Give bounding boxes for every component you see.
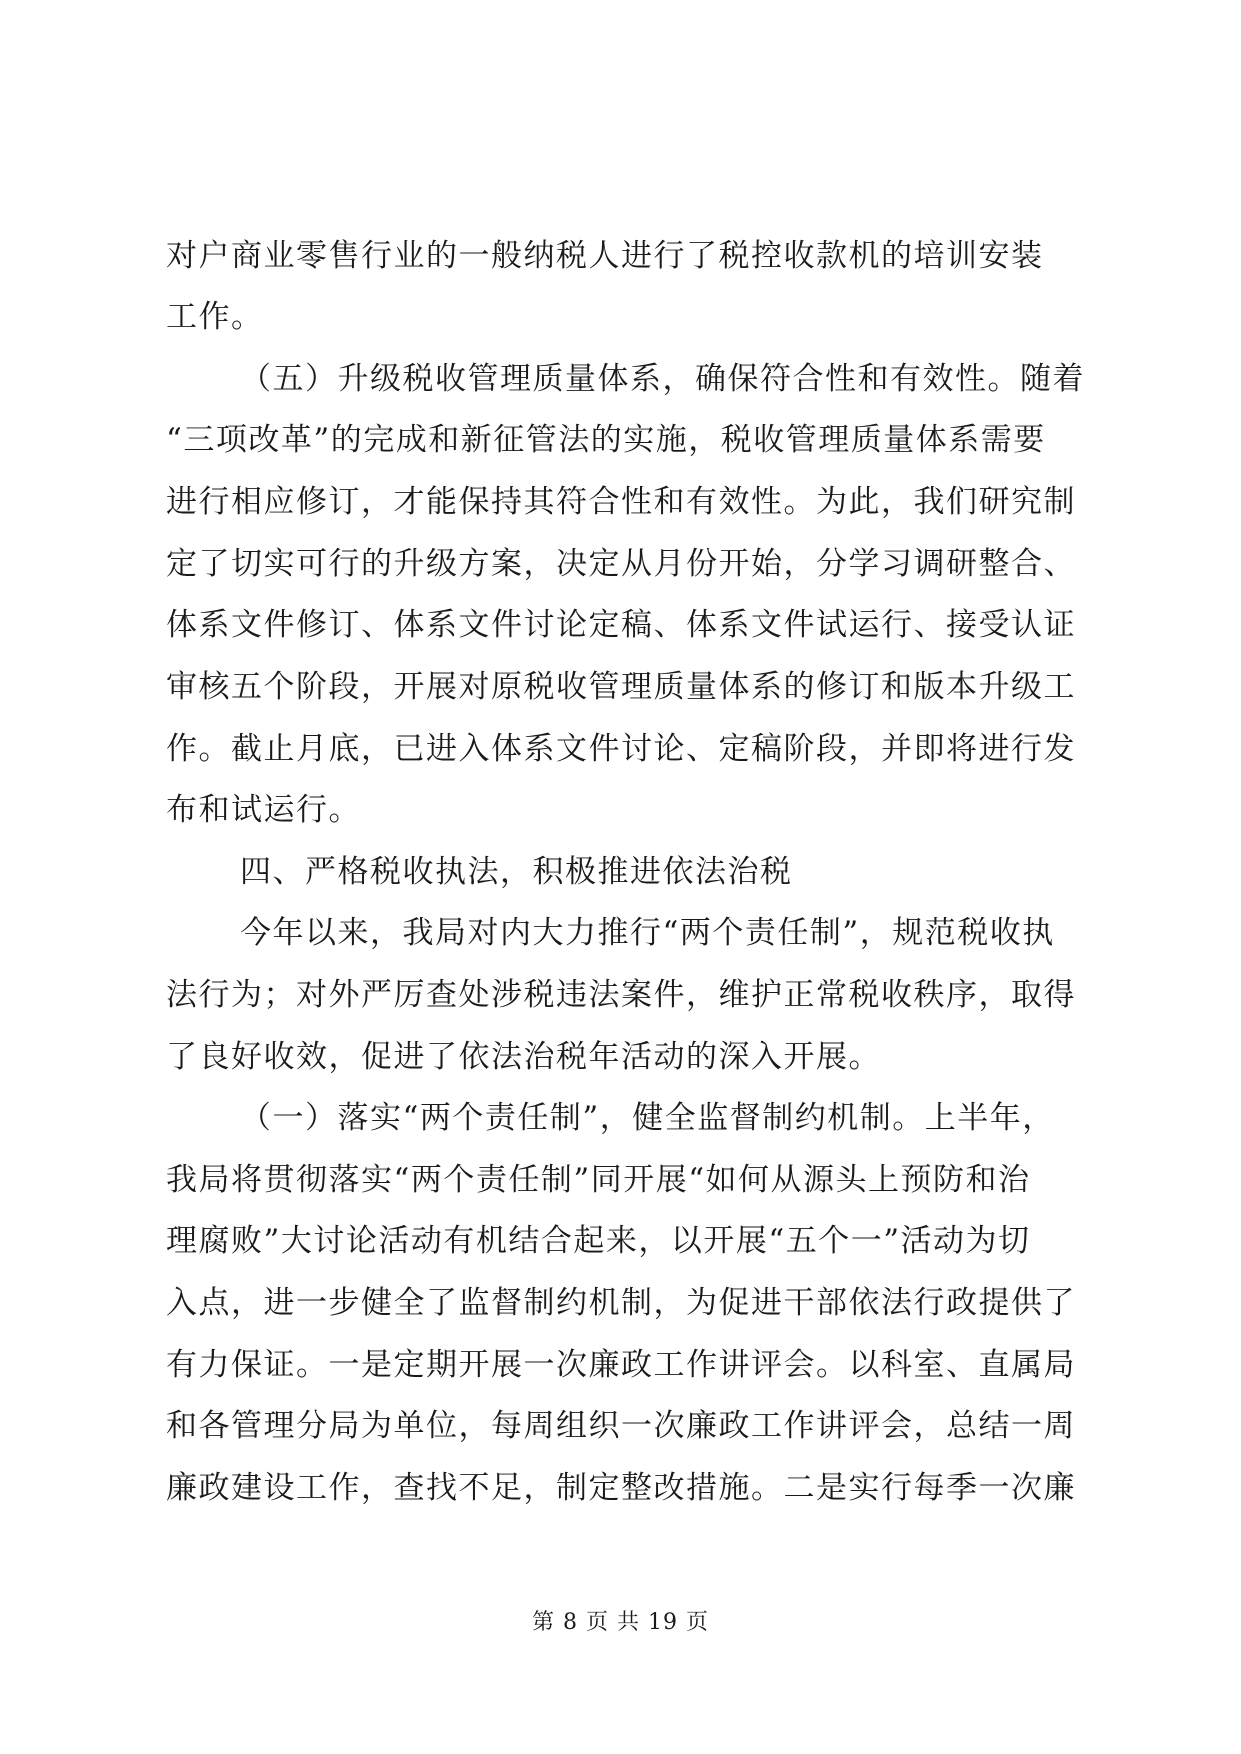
paragraph-line: 进行相应修订，才能保持其符合性和有效性。为此，我们研究制: [166, 484, 1076, 520]
paragraph-line: 法行为；对外严厉查处涉税违法案件，维护正常税收秩序，取得: [166, 977, 1076, 1013]
paragraph-line: 定了切实可行的升级方案，决定从月份开始，分学习调研整合、: [166, 546, 1076, 582]
paragraph-line: 我局将贯彻落实“两个责任制”同开展“如何从源头上预防和治: [166, 1162, 1031, 1198]
paragraph-line: 入点，进一步健全了监督制约机制，为促进干部依法行政提供了: [166, 1285, 1076, 1321]
paragraph-line: 作。截止月底，已进入体系文件讨论、定稿阶段，并即将进行发: [166, 731, 1076, 767]
paragraph-line: 廉政建设工作，查找不足，制定整改措施。二是实行每季一次廉: [166, 1470, 1076, 1506]
paragraph-line: 和各管理分局为单位，每周组织一次廉政工作讲评会，总结一周: [166, 1408, 1076, 1444]
paragraph-line: 对户商业零售行业的一般纳税人进行了税控收款机的培训安装: [166, 238, 1044, 274]
paragraph-line: 体系文件修订、体系文件讨论定稿、体系文件试运行、接受认证: [166, 607, 1076, 643]
paragraph-line: 工作。: [166, 299, 264, 335]
section-heading: 四、严格税收执法，积极推进依法治税: [240, 854, 793, 890]
paragraph-line: 审核五个阶段，开展对原税收管理质量体系的修订和版本升级工: [166, 669, 1076, 705]
paragraph-line: 今年以来，我局对内大力推行“两个责任制”，规范税收执: [240, 915, 1055, 951]
paragraph-line: 理腐败”大讨论活动有机结合起来，以开展“五个一”活动为切: [166, 1223, 1031, 1259]
paragraph-line: 了良好收效，促进了依法治税年活动的深入开展。: [166, 1039, 881, 1075]
section-heading-line: （一）落实“两个责任制”，健全监督制约机制。上半年，: [240, 1100, 1055, 1136]
paragraph-line: 布和试运行。: [166, 792, 361, 828]
section-heading-line: （五）升级税收管理质量体系，确保符合性和有效性。随着: [240, 361, 1085, 397]
paragraph-line: 有力保证。一是定期开展一次廉政工作讲评会。以科室、直属局: [166, 1347, 1076, 1383]
page-number-footer: 第 8 页 共 19 页: [532, 1610, 709, 1635]
paragraph-line: “三项改革”的完成和新征管法的实施，税收管理质量体系需要: [166, 422, 1046, 458]
